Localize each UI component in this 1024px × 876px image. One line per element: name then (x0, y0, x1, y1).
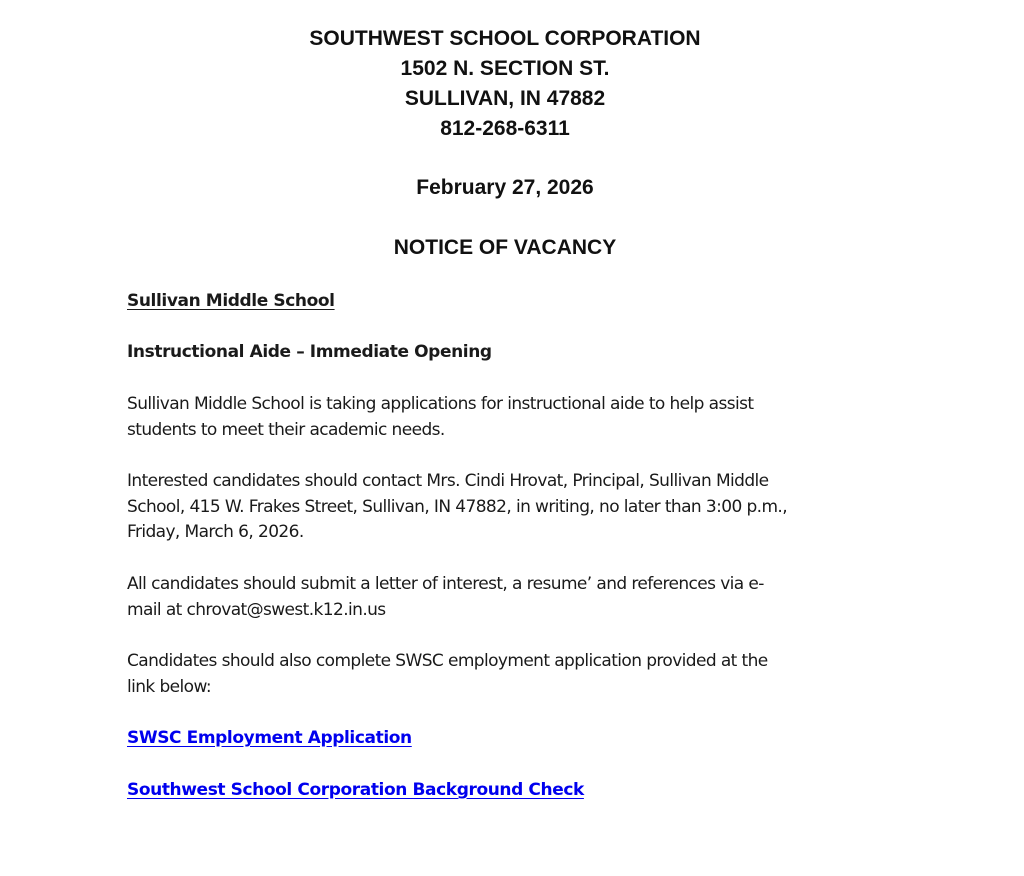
organization-name: SOUTHWEST SCHOOL CORPORATION (309, 27, 701, 50)
notice-title: NOTICE OF VACANCY (393, 236, 617, 259)
paragraph-line: students to meet their academic needs. (127, 419, 445, 440)
paragraph-line: Friday, March 6, 2026. (127, 522, 304, 542)
paragraph-submission (127, 572, 764, 623)
paragraph-line: Candidates should also complete SWSC employment application provided at the (127, 651, 768, 671)
paragraph-line: Interested candidates should contact Mrs. Cindi Hrovat, Principal, Sullivan Middle (127, 471, 769, 491)
position-title: Instructional Aide – Immediate Opening (127, 342, 492, 362)
paragraph-application (127, 649, 768, 700)
organization-phone: 812-268-6311 (440, 117, 570, 140)
organization-street: 1502 N. SECTION ST. (400, 57, 610, 80)
paragraph-line: School, 415 W. Frakes Street, Sullivan, IN 47882, in writing, no later than 3:00 p.m., (127, 496, 788, 517)
paragraph-line: All candidates should submit a letter of interest, a resume’ and references via e- (127, 574, 764, 594)
background-check-link[interactable]: Southwest School Corporation Background Check (127, 780, 584, 800)
paragraph-line: link below: (127, 676, 211, 697)
notice-date: February 27, 2026 (416, 176, 594, 199)
paragraph-line: mail at chrovat@swest.k12.in.us (127, 599, 386, 620)
school-name-heading: Sullivan Middle School (127, 291, 335, 311)
paragraph-line: Sullivan Middle School is taking applications for instructional aide to help assist (127, 394, 754, 414)
organization-city: SULLIVAN, IN 47882 (404, 87, 606, 110)
employment-application-link[interactable]: SWSC Employment Application (127, 728, 412, 748)
paragraph-description (127, 392, 753, 443)
paragraph-contact (127, 469, 787, 546)
